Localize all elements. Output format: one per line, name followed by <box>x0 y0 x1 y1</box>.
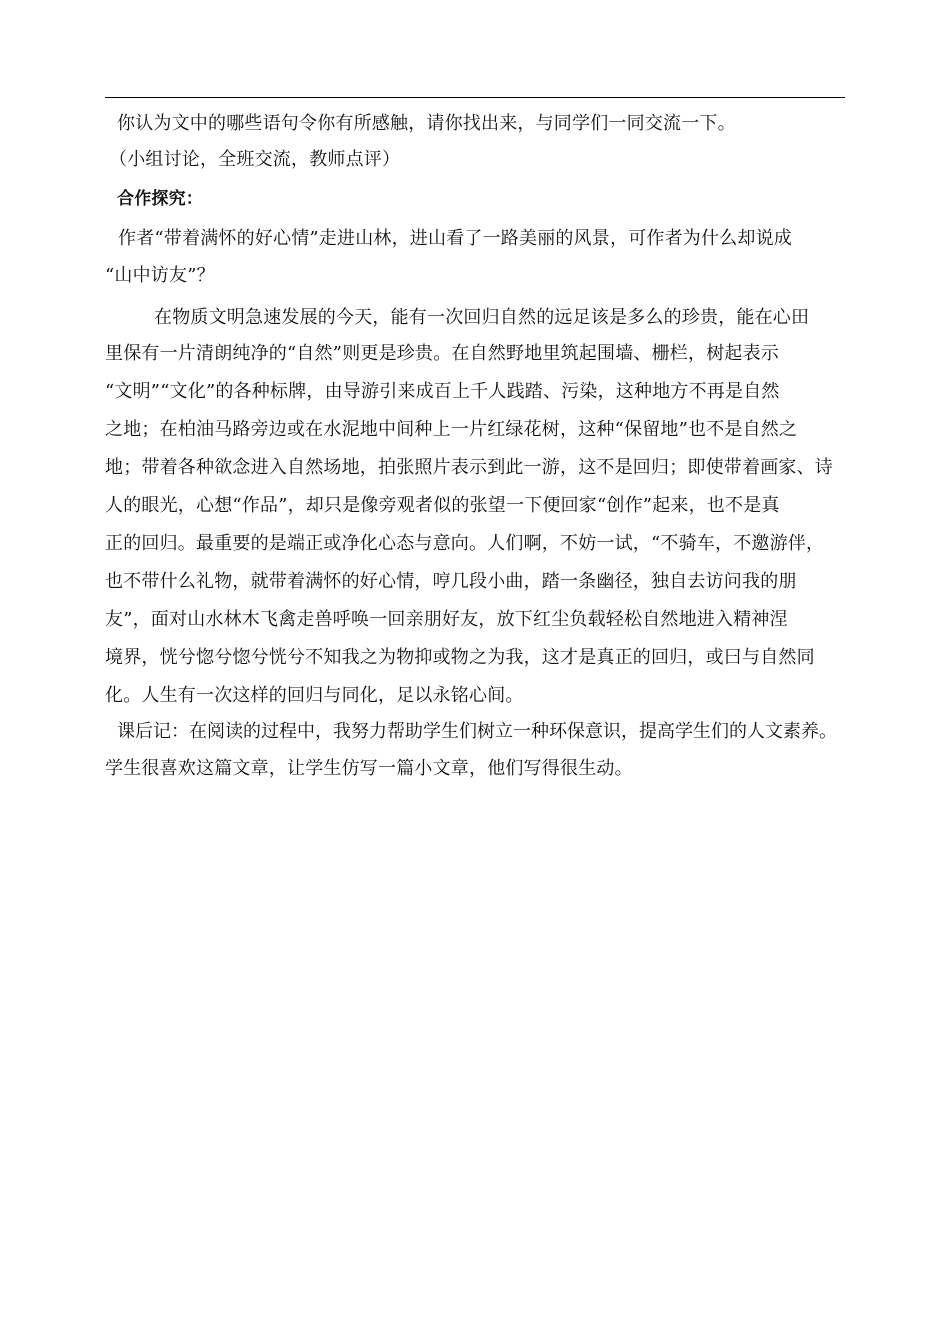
question-line-2: “山中访友”？ <box>105 265 215 286</box>
answer-line: 正的回归。最重要的是端正或净化心态与意向。人们啊，不妨一试，“不骑车，不邀游伴， <box>105 533 825 554</box>
postscript-line-1: 课后记：在阅读的过程中，我努力帮助学生们树立一种环保意识，提高学生们的人文素养。 <box>117 721 837 742</box>
answer-line: 在物质文明急速发展的今天，能有一次回归自然的远足该是多么的珍贵，能在心田 <box>154 307 810 328</box>
postscript-line-2: 学生很喜欢这篇文章，让学生仿写一篇小文章，他们写得很生动。 <box>105 758 633 779</box>
answer-line: 友”，面对山水林木飞禽走兽呼唤一回亲朋好友，放下红尘负载轻松自然地进入精神涅 <box>105 609 788 630</box>
answer-line: 之地；在柏油马路旁边或在水泥地中间种上一片红绿花树，这种“保留地”也不是自然之 <box>105 419 798 440</box>
answer-line: 里保有一片清朗纯净的“自然”则更是珍贵。在自然野地里筑起围墙、栅栏，树起表示 <box>105 343 780 364</box>
section-heading: 合作探究： <box>117 189 203 209</box>
answer-line: “文明”“文化”的各种标牌，由导游引来成百上千人践踏、污染，这种地方不再是自然 <box>105 381 780 402</box>
answer-line: 人的眼光，心想“作品”，却只是像旁观者似的张望一下便回家“创作”起来，也不是真 <box>105 495 780 516</box>
answer-line: 境界，恍兮惚兮惚兮恍兮不知我之为物抑或物之为我，这才是真正的回归，或曰与自然同 <box>105 647 815 668</box>
answer-line: 化。人生有一次这样的回归与同化，足以永铭心间。 <box>105 685 524 706</box>
question-intro: 你认为文中的哪些语句令你有所感触，请你找出来，与同学们一同交流一下。 <box>117 113 736 134</box>
activity-note: （小组讨论，全班交流，教师点评） <box>109 149 401 170</box>
question-line-1: 作者“带着满怀的好心情”走进山林，进山看了一路美丽的风景，可作者为什么却说成 <box>118 228 793 249</box>
answer-line: 地；带着各种欲念进入自然场地，拍张照片表示到此一游，这不是回归；即使带着画家、诗 <box>105 457 833 478</box>
answer-line: 也不带什么礼物，就带着满怀的好心情，哼几段小曲，踏一条幽径，独自去访问我的朋 <box>105 571 797 592</box>
header-rule <box>105 97 845 98</box>
